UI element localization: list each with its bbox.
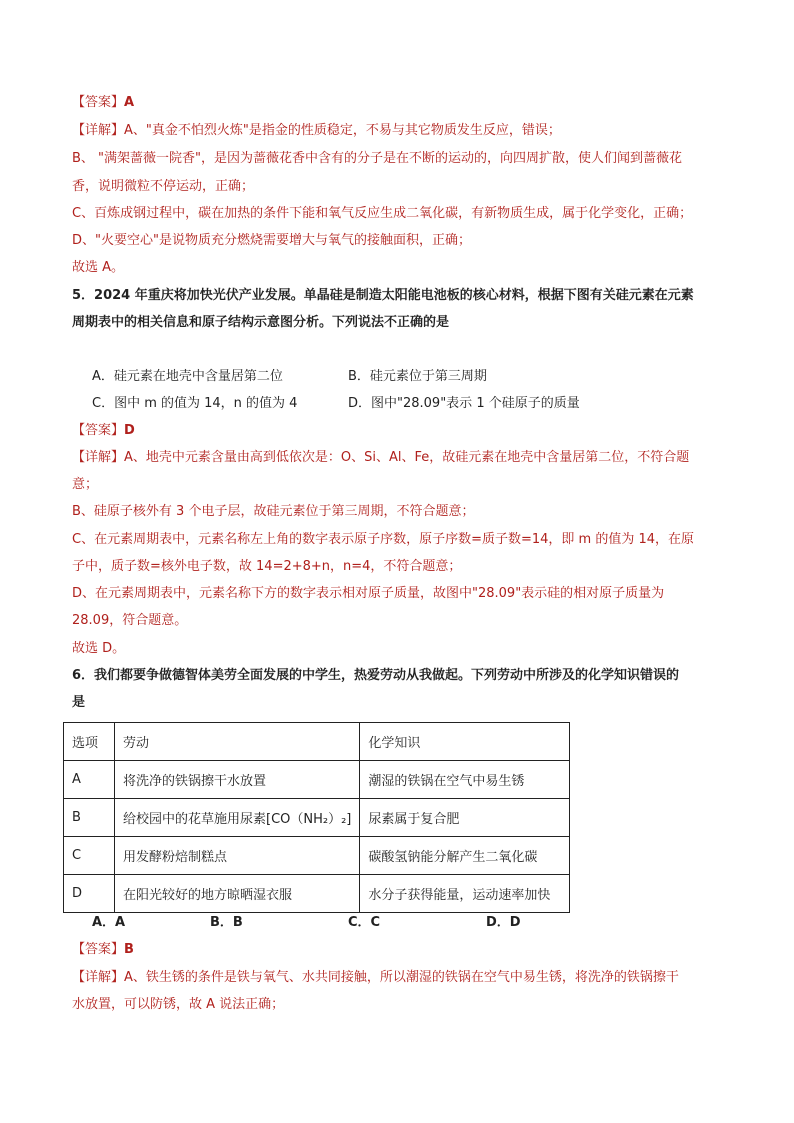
q5-option-a: A．硅元素在地壳中含量居第二位 bbox=[92, 369, 283, 384]
table-row bbox=[64, 875, 570, 913]
table-cell: 给校园中的花草施用尿素[CO（NH₂）₂] bbox=[115, 799, 360, 837]
answer-label: 【答案】 bbox=[72, 95, 125, 110]
q4-detail-line-3: 香，说明微粒不停运动，正确； bbox=[72, 179, 255, 194]
q5-stem-line-2: 周期表中的相关信息和原子结构示意图分析。下列说法不正确的是 bbox=[72, 315, 450, 330]
table-header-cell: 劳动 bbox=[115, 723, 360, 761]
q6-table bbox=[63, 722, 570, 913]
detail-label: 【详解】 bbox=[72, 123, 125, 138]
q5-answer bbox=[72, 422, 135, 440]
table-cell: C bbox=[64, 837, 115, 875]
q5-stem-line-1: 5．2024 年重庆将加快光伏产业发展。单晶硅是制造太阳能电池板的核心材料，根据下图有关硅元素在元素 bbox=[72, 288, 694, 303]
q5-detail-line-3: B、硅原子核外有 3 个电子层，故硅元素位于第三周期，不符合题意； bbox=[72, 504, 475, 519]
q5-detail-line-6: D、在元素周期表中，元素名称下方的数字表示相对原子质量，故图中"28.09"表示硅的相对原子质量为 bbox=[72, 586, 665, 601]
q6-choice-c: C．C bbox=[348, 915, 381, 930]
q4-detail-line-2: B、 "满架蔷薇一院香"，是因为蔷薇花香中含有的分子是在不断的运动的，向四周扩散，使人们闻到蔷薇花 bbox=[72, 151, 683, 166]
q4-detail-line-4: C、百炼成钢过程中，碳在加热的条件下能和氧气反应生成二氧化碳，有新物质生成，属于化学变化，正确； bbox=[72, 206, 693, 221]
table-cell: D bbox=[64, 875, 115, 913]
q5-option-b: B．硅元素位于第三周期 bbox=[348, 369, 487, 384]
table-header-cell: 化学知识 bbox=[360, 723, 570, 761]
q6-choice-b: B．B bbox=[210, 915, 243, 930]
q4-detail-line-5: D、"火要空心"是说物质充分燃烧需要增大与氧气的接触面积，正确； bbox=[72, 233, 471, 248]
q5-detail-line-1: 【详解】A、地壳中元素含量由高到低依次是：O、Si、Al、Fe，故硅元素在地壳中含量居第二位，不符合题 bbox=[72, 450, 690, 465]
q5-detail-line-5: 子中，质子数=核外电子数，故 14=2+8+n，n=4，不符合题意； bbox=[72, 559, 462, 574]
table-row bbox=[64, 837, 570, 875]
table-cell: 潮湿的铁锅在空气中易生锈 bbox=[360, 761, 570, 799]
q5-detail-line-7: 28.09，符合题意。 bbox=[72, 613, 188, 628]
q4-answer bbox=[72, 94, 134, 112]
q6-choice-d: D．D bbox=[486, 915, 521, 930]
table-cell: 在阳光较好的地方晾晒湿衣服 bbox=[115, 875, 360, 913]
table-cell: B bbox=[64, 799, 115, 837]
table-row bbox=[64, 799, 570, 837]
q5-option-d: D．图中"28.09"表示 1 个硅原子的质量 bbox=[348, 396, 580, 411]
q5-detail-line-2: 意； bbox=[72, 477, 99, 492]
table-cell: 水分子获得能量，运动速率加快 bbox=[360, 875, 570, 913]
answer-label: 【答案】 bbox=[72, 423, 125, 438]
q6-stem-line-2: 是 bbox=[72, 695, 86, 710]
detail-label: 【详解】 bbox=[72, 970, 125, 985]
answer-value: B bbox=[124, 942, 134, 957]
table-header-row bbox=[64, 723, 570, 761]
q5-detail-line-4: C、在元素周期表中，元素名称左上角的数字表示原子序数，原子序数=质子数=14，即 m 的值为 14，在原 bbox=[72, 532, 695, 547]
answer-label: 【答案】 bbox=[72, 942, 125, 957]
table-cell: 尿素属于复合肥 bbox=[360, 799, 570, 837]
q6-detail-line-1: 【详解】A、铁生锈的条件是铁与氧气、水共同接触，所以潮湿的铁锅在空气中易生锈，将洗净的铁锅擦干 bbox=[72, 970, 679, 985]
table-header-cell: 选项 bbox=[64, 723, 115, 761]
q6-detail-line-2: 水放置，可以防锈，故 A 说法正确； bbox=[72, 997, 285, 1012]
q6-answer bbox=[72, 941, 134, 959]
answer-value: D bbox=[124, 423, 135, 438]
q6-stem-line-1: 6．我们都要争做德智体美劳全面发展的中学生，热爱劳动从我做起。下列劳动中所涉及的化学知识错误的 bbox=[72, 668, 680, 683]
table-cell: A bbox=[64, 761, 115, 799]
table-row bbox=[64, 761, 570, 799]
q6-choice-a: A．A bbox=[92, 915, 126, 930]
q5-option-c: C．图中 m 的值为 14，n 的值为 4 bbox=[92, 396, 298, 411]
q4-detail-line-1: 【详解】A、"真金不怕烈火炼"是指金的性质稳定，不易与其它物质发生反应，错误； bbox=[72, 123, 561, 138]
answer-value: A bbox=[124, 95, 135, 110]
detail-label: 【详解】 bbox=[72, 450, 125, 465]
table-cell: 用发酵粉焙制糕点 bbox=[115, 837, 360, 875]
table-cell: 碳酸氢钠能分解产生二氧化碳 bbox=[360, 837, 570, 875]
table-cell: 将洗净的铁锅擦干水放置 bbox=[115, 761, 360, 799]
q5-conclusion: 故选 D。 bbox=[72, 641, 126, 656]
q4-conclusion: 故选 A。 bbox=[72, 260, 125, 275]
